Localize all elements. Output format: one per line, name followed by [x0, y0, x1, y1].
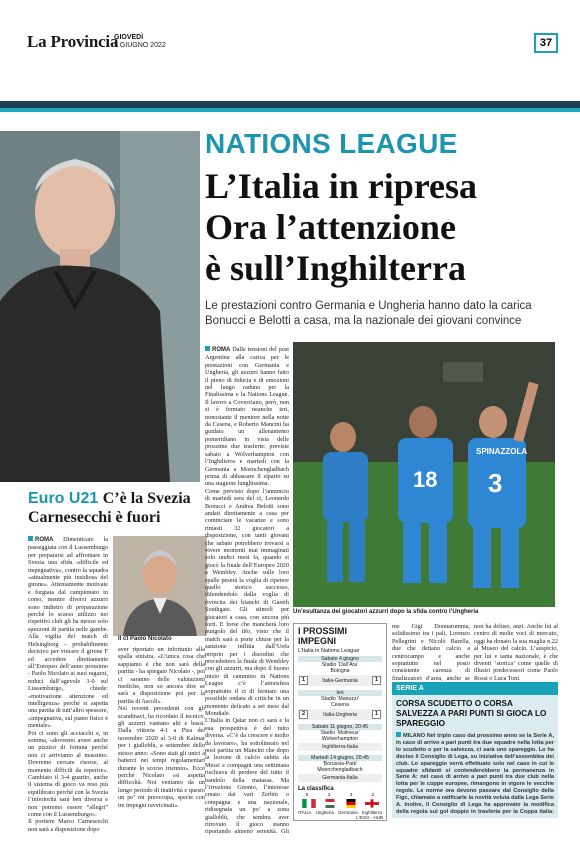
headline-line-1: L’Italia in ripresa — [205, 166, 478, 206]
standings-points-2: 3 — [327, 792, 331, 797]
portrait-photo-mancini — [0, 131, 200, 482]
headline-line-3: è sull’Inghilterra — [205, 248, 466, 288]
fixtures-subtitle: L’Italia in Nations League — [298, 648, 360, 654]
section-kicker: NATIONS LEAGUE — [205, 128, 458, 159]
fixture-2-teams: Italia-Ungheria — [323, 711, 357, 718]
fixture-4-date: Martedì 14 giugno, 20:45 — [298, 755, 382, 761]
main-body-3: L’Italia in Qatar non ci sarà e la sua prospettiva è del tutto diversa. «C’è da crescere e molto da lavorare», ha sottolineato nel post partita un Mancini che dopo la lezione di calcio subita da Messi e compagni una settimana rischiava di perdere del tutto il bandolo della matassa. Ma l’irruzione Gnonto, l’interesse creato dai vari Zerbin o compagna e una nazionale, ridisegnata un po’ a zona gialloblù, che sembra aver ritrovato il gioco stanno riportando almeno serenità. Gli — [205, 717, 289, 836]
fixture-4 — [298, 755, 382, 782]
main-article-col1 — [205, 346, 289, 836]
fixture-1-score-away: 1 — [372, 676, 381, 685]
dateline-roma-left: ROMA — [35, 537, 54, 543]
fixtures-box — [293, 623, 387, 821]
fixture-2-score-home: 2 — [299, 710, 308, 719]
euro-body-4: aver riportato un infortunio alla spalla sinistra. «L’unica cosa che sappiamo è che non sarà della partita - ha spiegato Nicolato -, poi ci saranno delle valutazioni mediche, non so ancora dire se sarà a disposizione poi per la partita di Ascoli». — [118, 646, 205, 705]
celebration-illustration — [293, 342, 555, 607]
photo-nicolato — [113, 536, 207, 636]
issue-day: GIOVEDÌ — [114, 34, 144, 41]
caption-nicolato: Il ct Paolo Nicolato — [118, 636, 172, 642]
bullet-square — [205, 346, 210, 351]
svg-text:SPINAZZOLA: SPINAZZOLA — [476, 447, 528, 456]
serie-a-headline: CORSA SCUDETTO O CORSA SALVEZZA A PARI PUNTI SI GIOCA LO SPAREGGIO — [396, 699, 547, 728]
fixture-3-date: Sabato 11 giugno, 20:45 — [298, 724, 382, 730]
graphic-credit: L’EGO - HUB — [356, 815, 383, 820]
standings-flags — [294, 797, 386, 810]
serie-a-body: Nel triplo caso dal prossimo anno se la Serie A, in caso di arrivo a pari punti tra due squadre nella lotta per lo scudetto o per la salvezza, ci sarà uno spareggio. Lo ha deciso il Consiglio di Lega, su iniziativa dell’assemblea dei club. Lo spareggio verrà effettuato solo nel caso in cui le squadre sfidanti si contenderebbero la permanenza in Serie A: nel caso di arrivo a pari punti tra due club nella lotta per le coppe europee, rimangono in vigore le vecchie regole. Le norme ora devono passare dal Consiglio della Figc, chiamato a ratificarle la novità voluta dalla Lega Serie A. Inoltre, il Consiglio di Lega ha approvato la modifica della regola sul gol doppio in trasferta per la Coppa Italia: — [396, 733, 554, 814]
standings-points-1: 5 — [305, 792, 309, 797]
serie-a-label: SERIE A — [392, 682, 558, 695]
fixture-3-city: Wolverhampton — [321, 736, 359, 742]
fixture-3-venue: Stadio ‘Molineux’ — [320, 730, 360, 736]
fixture-3-row — [298, 743, 382, 751]
nicolato-illustration — [113, 536, 207, 636]
main-body-1: Dalle tensioni del post Argentina alla carica per le prestazioni con Germania e Ungheria, gli azzurri hanno fatto il pieno di fiducia e di emozioni nel lungo raduno per la Finalissima e la Nations League. Il lavoro a Coverciano, però, non si è fermato neanche ieri, nonostante il mentore nella notte da Cesena, e Roberto Mancini ha guidato un allenamento pomeridiano in vista delle prossime due trasferte: previste sabato a Wolverhampton con l’Inghilterra e martedì con la Germania a Moenchengladbach prima di abbassare il sipario su una stagione lunghissima. — [205, 346, 289, 488]
standings-team-1: ITALIA — [298, 810, 312, 815]
masthead — [0, 0, 580, 92]
fixtures-title: I PROSSIMI IMPEGNI — [298, 626, 348, 646]
standings-team-4: Inghilterra — [361, 810, 382, 815]
caption-team-photo: Un’esultanza dei giocatori azzurri dopo la sfida contro l’Ungheria — [293, 609, 479, 615]
standings-title: La classifica — [298, 786, 334, 792]
euro-title-2: Carnesecchi è fuori — [28, 509, 161, 526]
header-rule-teal — [0, 108, 580, 112]
bullet-square — [28, 536, 33, 541]
photo-italy-celebration — [293, 342, 555, 607]
standings-points-3: 3 — [349, 792, 353, 797]
germany-flag-icon — [344, 799, 358, 808]
fixture-2-venue: Stadio ‘Manuzzi’ — [321, 696, 359, 702]
fixture-2-score-away: 1 — [372, 710, 381, 719]
fixture-2-date: Ieri — [298, 690, 382, 696]
fixture-1-date: Sabato 4 giugno — [298, 656, 382, 662]
portrait-illustration — [0, 131, 200, 482]
issue-date: 9 GIUGNO 2022 — [114, 42, 166, 49]
svg-text:18: 18 — [413, 467, 438, 492]
england-flag-icon — [365, 799, 379, 808]
standings-points-4: 2 — [371, 792, 375, 797]
euro-article-col1 — [28, 536, 108, 840]
euro-body-5: Nei recenti precedenti con gli scandinavi, ha ricordato il tecnico, gli azzurri vantano alti e bassi. Dalla vittoria 4-1 a Pisa del novembre 2020 al 3-0 di Kalmar per i gialloblù, a settembre dello stesso anno: «Sono stati gli unici a batterci nei tempi regolamentari durante lo scorso triennio». Ecco perché Nicolato «si aspetta difficoltà. Noi veniamo da un lungo periodo di inattività e questo un po’ mi preoccupa, specie con tre impegni ravvicinati». — [118, 705, 205, 809]
fixture-1-teams: Italia-Germania — [322, 677, 358, 684]
fixture-2-city: Cesena — [331, 702, 349, 708]
main-headline — [205, 166, 580, 289]
svg-text:3: 3 — [488, 468, 503, 498]
headline-line-2: Ora l’attenzione — [205, 207, 456, 247]
euro-tag: Euro U21 — [28, 490, 99, 507]
fixture-2 — [298, 690, 382, 720]
serie-a-dateline: MILANO — [403, 733, 426, 739]
euro-u21-headline — [28, 489, 198, 527]
page-number: 37 — [534, 33, 558, 53]
euro-article-col2 — [118, 646, 205, 838]
main-body-2: Come previsto dopo l’annuncio di martedì sera del ct, Leonardo Bonucci e Andrea Belotti sono andati direttamente a casa per cominciare le vacanze e sono rimasti 32 giocatori a disposizione, con tanti giovani che sabato potrebbero trovarsi a vivere momenti mai immaginati solo undici mesi fa, quando si giocò la finale dell’Europeo 2020 a Wembley. Anche sulle loro spalle peserà la voglia di ripetere quello storico successo, difendendolo dalla voglia di rivincita dei bianchi di Gareth Southgate. Gli stimoli per giocatori a casa, con ancora più forti. E forse che mancherà loro pungolo del tifo, visto che il match sarà a porte chiuse per la sanzione inflitta dall’Uefa proprio per i disordini che precedettero la finale di Wembley con gli azzurri, ma dopo il buono inizio di cammino in Nations League c’è l’atmosfera soprattutto il ct di fermare una possibile ondata di critiche in un momento delicato a sei mesi dal Mondiale. — [205, 487, 289, 717]
header-rule-dark — [0, 101, 580, 108]
euro-body-1: Dimenticare la passeggiata con il Lussemburgo per prepararsi ad affrontare in Svezia una sfida «difficile ed impegnativa», contro la squadra «attualmente più insidiosa del girone». Atteniamente motivate e forgiata dal campionato in corso, mentre diversi azzurri sono indietro di preparazione perché lo scarso utilizzo nei rispettivi club gli ha messo solo spezzoni di partita nelle gambe. Alla vigilia del match di Helsingborg - probabilmente decisivo per vincere il girone F ed accedere direttamente all’Europeo dell’anno prossimo - Paolo Nicolato ai suoi ragazzi, reduci dall’agevole 3-0 sul Lussemburgo, chiede: «motivazione attenzione ed intelligenza» perché si aspetta una partita di tutt’altro spessore, «impegnativa, sul piano fisico e mentale». — [28, 536, 108, 730]
fixture-4-venue: ‘Borussia-Park’ — [322, 761, 358, 767]
serie-a-text — [392, 732, 558, 814]
hungary-flag-icon — [323, 799, 337, 808]
italy-flag-icon — [302, 799, 316, 808]
main-article-col2: me Gigi Donnarumma, solidissimo tra i pali, Lorenzo Pellegrini e Nicolò Barella, due che dettano calcio a centrocampo e anche soprattutto nel posto consistente carenza di finalizzatori d’area, anche se — [392, 623, 470, 681]
fixture-4-row — [298, 774, 382, 782]
fixture-4-city: Moenchengladbach — [317, 767, 363, 773]
newspaper-title: La Provincia — [27, 32, 119, 51]
fixture-3 — [298, 724, 382, 751]
fixture-2-row — [298, 709, 382, 720]
fixture-1-city: Bologna — [330, 668, 350, 674]
bullet-square — [396, 732, 401, 737]
fixture-1-score-home: 1 — [299, 676, 308, 685]
fixture-1 — [298, 656, 382, 686]
euro-title-1: C’è la Svezia — [102, 490, 191, 507]
fixture-4-teams: Germania-Italia — [322, 775, 358, 781]
main-article-col3: non ha deluso, anzi. Anche lui al centro di molte voci di mercato, oggi ha donato la sua maglia n.22 al Museo del calcio. L’auspicio, per lui e tanta nazionale, è che diventi ‘storica’ come quelle di illustri predecessori come Paolo Rossi o Luca Toni. — [474, 623, 558, 681]
fixture-1-venue: Stadio ‘Dall’Ara’ — [321, 662, 359, 668]
standings-team-2: Ungheria — [315, 810, 334, 815]
standings-team-3: Germania — [338, 810, 358, 815]
fixture-3-teams: Inghilterra-Italia — [322, 744, 358, 750]
fixture-1-row — [298, 675, 382, 686]
serie-a-box — [392, 682, 558, 818]
euro-body-2: Poi ci sono gli acciacchi e, in somma, «dovremo avere anche un pizzico di fortuna perché non ci arriviamo al massimo. Dovremo cercare risorse, al momento difficili da reperire». Cambiato il 3-4 guarito, anche il sistema di gioco va reso più equilibrato perché con la Svezia l’inferiorità sarà ben diversa e non potremo essere “allegri” come con il Lussemburgo». — [28, 729, 108, 819]
euro-body-3: Il portiere Marco Carnesecchi non sarà a disposizione dopo — [28, 818, 108, 833]
subheadline: Le prestazioni contro Germania e Ungheria hanno dato la carica Bonucci e Belotti a casa, ma la nazionale dei giovani convince — [205, 300, 532, 327]
dateline-roma-main: ROMA — [212, 347, 231, 353]
